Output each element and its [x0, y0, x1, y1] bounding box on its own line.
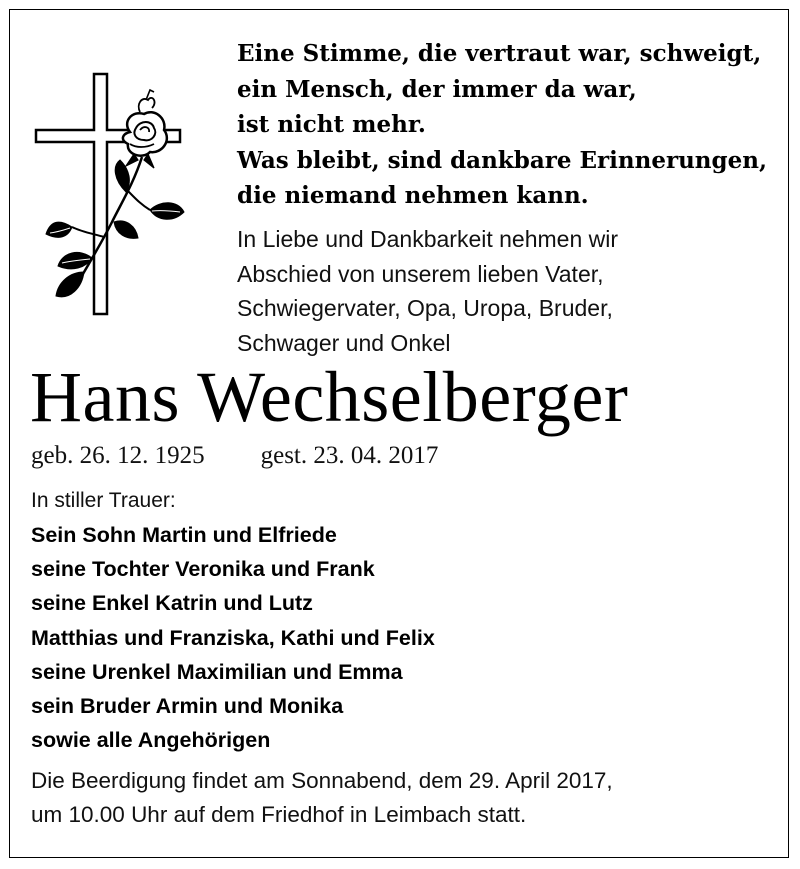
verse-line: Was bleibt, sind dankbare Erinnerungen,: [237, 146, 767, 174]
verse-line: ist nicht mehr.: [237, 111, 426, 138]
birth-date: geb. 26. 12. 1925: [31, 442, 205, 469]
cross-with-rose-icon: [22, 62, 192, 322]
mourners-list: [31, 518, 771, 757]
mourner-line: sein Bruder Armin und Monika: [31, 694, 344, 719]
mourner-line: Matthias und Franziska, Kathi und Felix: [31, 625, 435, 650]
mourner-line: seine Tochter Veronika und Frank: [31, 557, 375, 582]
funeral-line: um 10.00 Uhr auf dem Friedhof in Leimbach statt.: [31, 802, 527, 827]
mourner-line: seine Enkel Katrin und Lutz: [31, 591, 313, 616]
verse-line: ein Mensch, der immer da war,: [237, 75, 637, 103]
cross-icon: [36, 74, 180, 314]
memorial-verse: [237, 36, 787, 214]
funeral-line: Die Beerdigung findet am Sonnabend, dem 29. April 2017,: [31, 768, 613, 793]
rose-icon: [46, 90, 184, 297]
mourner-line: seine Urenkel Maximilian und Emma: [31, 659, 403, 684]
intro-line: Abschied von unserem lieben Vater,: [237, 260, 604, 287]
funeral-notice: [31, 764, 771, 832]
life-dates: [31, 441, 438, 471]
mourner-line: sowie alle Angehörigen: [31, 728, 271, 753]
deceased-name: Hans Wechselberger: [30, 357, 629, 437]
verse-line: Eine Stimme, die vertraut war, schweigt,: [237, 40, 762, 67]
mourner-line: Sein Sohn Martin und Elfriede: [31, 523, 337, 547]
intro-line: Schwager und Onkel: [237, 329, 451, 356]
farewell-intro: [237, 222, 787, 360]
mourners-heading: In stiller Trauer:: [31, 489, 176, 512]
intro-line: Schwiegervater, Opa, Uropa, Bruder,: [237, 295, 613, 321]
intro-line: In Liebe und Dankbarkeit nehmen wir: [237, 226, 619, 252]
death-date: gest. 23. 04. 2017: [260, 442, 439, 469]
verse-line: die niemand nehmen kann.: [237, 182, 589, 209]
